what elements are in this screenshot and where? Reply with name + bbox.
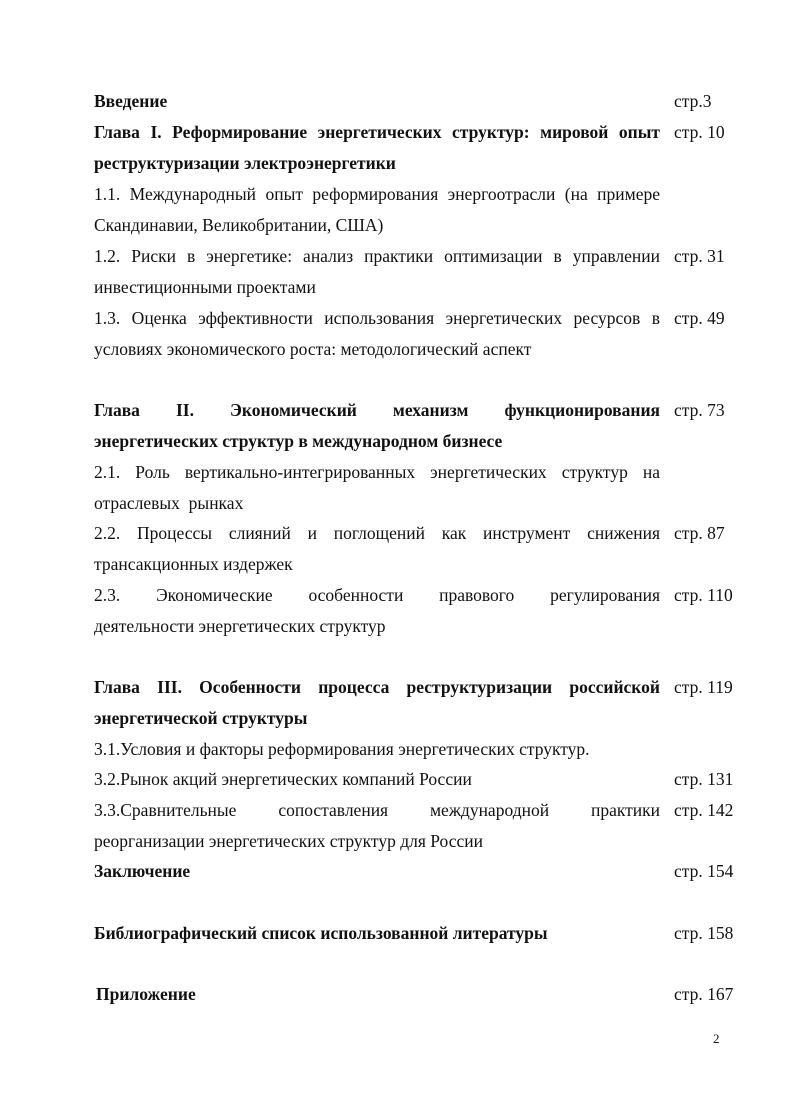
toc-title-line: реорганизации энергетических структур для России [94,831,483,851]
toc-page: стр. 154 [674,861,734,881]
toc-title: 3.1.Условия и факторы реформирования энергетических структур. [94,739,590,759]
toc-page: стр. 49 [674,308,725,328]
toc-title: Приложение [96,984,196,1004]
toc-entry-1-1 [94,179,660,241]
toc-title-line: отраслевых рынках [94,493,244,513]
toc-title-line: реструктуризации электроэнергетики [94,153,396,173]
toc-title-line: энергетических структур в международном бизнесе [94,431,503,451]
toc-entry-1-3 [94,303,660,365]
toc-page: стр. 119 [674,677,733,697]
toc-entry-bibliography [94,918,660,949]
toc-page: стр. 31 [674,246,725,266]
toc-page: стр. 10 [674,122,725,142]
toc-title-line: 1.2. Риски в энергетике: анализ практики оптимизации в управлении [94,246,660,266]
toc-title-line: 2.3. Экономические особенности правового регулирования [94,585,660,605]
toc-title-line: Глава I. Реформирование энергетических структур: мировой опыт [94,122,660,142]
toc-page: стр.3 [674,91,712,111]
toc-title-line: 3.3.Сравнительные сопоставления международной практики [94,800,660,820]
toc-title: Заключение [94,861,191,881]
toc-entry-2-1 [94,457,660,519]
toc-entry-1-2 [94,241,660,303]
toc-page: стр. 167 [674,984,734,1004]
toc-entry-2-2 [94,518,660,580]
toc-title-line: 2.2. Процессы слияний и поглощений как инструмент снижения [94,523,660,543]
toc-title-line: условиях экономического роста: методологический аспект [94,339,532,359]
toc-title-line: Глава II. Экономический механизм функционирования [94,400,660,420]
toc-title-line: Скандинавии, Великобритании, США) [94,215,384,235]
toc-title-line: трансакционных издержек [94,554,293,574]
toc-entry-chapter-3 [94,672,660,734]
toc-entry-chapter-2 [94,395,660,457]
toc-page: стр. 158 [674,923,734,943]
toc-page: стр. 110 [674,585,733,605]
toc-entry-appendix [96,979,662,1010]
toc-page: стр. 131 [674,769,734,789]
toc-title: Библиографический список использованной литературы [94,923,548,943]
toc-entry-conclusion [94,856,660,887]
toc-entry-3-3 [94,795,660,857]
toc-title-line: 1.3. Оценка эффективности использования энергетических ресурсов в [94,308,660,328]
toc-title-line: Глава III. Особенности процесса реструктуризации российской [94,677,660,697]
toc-page: стр. 142 [674,800,734,820]
toc-entry-intro [94,86,660,117]
toc-title-line: деятельности энергетических структур [94,616,386,636]
toc-title-line: 1.1. Международный опыт реформирования энергоотрасли (на примере [94,184,660,204]
toc-title: 3.2.Рынок акций энергетических компаний России [94,769,472,789]
toc-title-line: инвестиционными проектами [94,277,316,297]
toc-title-line: 2.1. Роль вертикально-интегрированных энергетических структур на [94,462,660,482]
page-number: 2 [713,1031,720,1046]
toc-entry-3-2 [94,764,660,795]
toc-title-line: энергетической структуры [94,708,308,728]
toc-title: Введение [94,91,168,111]
toc-page: стр. 87 [674,523,725,543]
toc-page: стр. 73 [674,400,725,420]
toc-entry-3-1 [94,734,660,765]
toc-entry-2-3 [94,580,660,642]
toc-entry-chapter-1 [94,117,660,179]
